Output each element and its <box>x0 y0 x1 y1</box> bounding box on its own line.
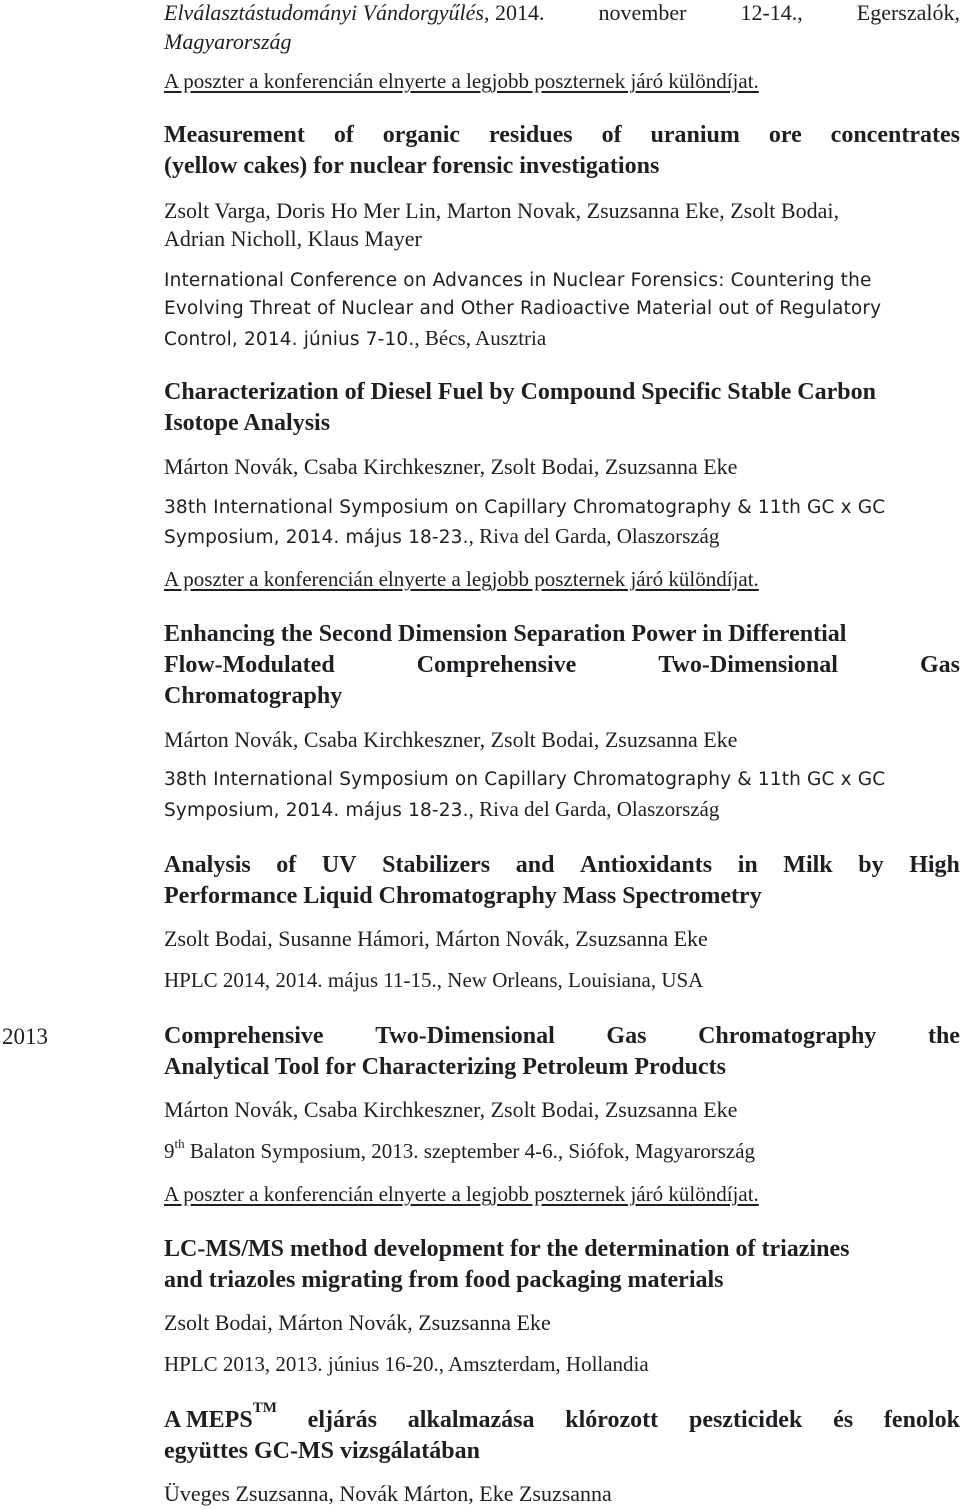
title-word: and <box>515 852 555 878</box>
title-word: fenolok <box>883 1407 960 1433</box>
entry-conference: International Conference on Advances in Nuclear Forensics: Countering the <box>164 270 872 291</box>
title-word: ore <box>768 122 802 148</box>
title-word: eljárás <box>307 1407 377 1433</box>
title-word: Gas <box>606 1023 647 1049</box>
year-label: 2013 <box>2 1024 48 1049</box>
entry-authors: Márton Novák, Csaba Kirchkeszner, Zsolt Bodai, Zsuzsanna Eke <box>164 727 738 752</box>
title-word: residues <box>489 122 573 148</box>
entry-title-line: Analytical Tool for Characterizing Petroleum Products <box>164 1054 726 1080</box>
title-word: the <box>927 1023 960 1049</box>
award-note: A poszter a konferencián elnyerte a legjobb poszternek járó különdíjat. <box>164 567 759 591</box>
event-word: Elválasztástudományi Vándorgyűlés, 2014. <box>164 0 545 25</box>
event-line-2: Magyarország <box>164 29 292 54</box>
entry-title-line: Performance Liquid Chromatography Mass Spectrometry <box>164 883 762 909</box>
title-word: by <box>858 852 884 878</box>
title-word: UV <box>321 852 357 878</box>
entry-title-line: (yellow cakes) for nuclear forensic investigations <box>164 153 660 179</box>
award-note: A poszter a konferencián elnyerte a legjobb poszternek járó különdíjat. <box>164 1182 759 1206</box>
title-word: High <box>909 852 960 878</box>
title-word: Chromatography <box>698 1023 877 1049</box>
title-word: Stabilizers <box>382 852 491 878</box>
title-word: Gas <box>919 652 960 678</box>
entry-title-line <box>164 1023 960 1050</box>
entry-conference: 38th International Symposium on Capillary Chromatography & 11th GC x GC <box>164 497 886 518</box>
event-word: november <box>598 0 687 25</box>
title-word: of <box>333 122 354 148</box>
title-word: Comprehensive <box>416 652 577 678</box>
title-word: A MEPS™ <box>164 1400 277 1433</box>
entry-title-line: Chromatography <box>164 683 343 709</box>
entry-title-line: együttes GC-MS vizsgálatában <box>164 1438 480 1464</box>
entry-authors: Márton Novák, Csaba Kirchkeszner, Zsolt Bodai, Zsuzsanna Eke <box>164 1097 738 1122</box>
entry-title-line <box>164 652 960 679</box>
title-word: Two-Dimensional <box>658 652 838 678</box>
event-word: Egerszalók, <box>856 0 960 25</box>
title-word: és <box>833 1407 854 1433</box>
event-word: 12-14., <box>740 0 803 25</box>
entry-authors: Márton Novák, Csaba Kirchkeszner, Zsolt Bodai, Zsuzsanna Eke <box>164 454 738 479</box>
title-word: Flow-Modulated <box>164 652 335 678</box>
title-word: of <box>276 852 297 878</box>
title-word: alkalmazása <box>407 1407 535 1433</box>
title-word: klórozott <box>565 1407 659 1433</box>
title-word: Analysis <box>164 852 251 878</box>
title-word: in <box>737 852 758 878</box>
entry-authors: Zsolt Varga, Doris Ho Mer Lin, Marton Novak, Zsuzsanna Eke, Zsolt Bodai, <box>164 198 839 223</box>
title-word: Two-Dimensional <box>375 1023 555 1049</box>
entry-title-line <box>164 122 960 149</box>
award-note: A poszter a konferencián elnyerte a legjobb poszternek járó különdíjat. <box>164 69 759 93</box>
entry-conference: HPLC 2014, 2014. május 11-15., New Orleans, Louisiana, USA <box>164 968 704 992</box>
entry-title-line: Isotope Analysis <box>164 410 331 436</box>
entry-title-line <box>164 1400 960 1434</box>
entry-authors: Zsolt Bodai, Márton Novák, Zsuzsanna Eke <box>164 1310 551 1335</box>
entry-title-line: Enhancing the Second Dimension Separation Power in Differential <box>164 621 847 647</box>
entry-title-line <box>164 852 960 879</box>
entry-authors: Adrian Nicholl, Klaus Mayer <box>164 226 422 251</box>
title-word: Milk <box>783 852 833 878</box>
event-line-1 <box>164 0 960 26</box>
entry-conference: Symposium, 2014. május 18-23., Riva del Garda, Olaszország <box>164 524 720 548</box>
title-word: Comprehensive <box>164 1023 324 1049</box>
entry-conference: Evolving Threat of Nuclear and Other Radioactive Material out of Regulatory <box>164 298 882 319</box>
entry-conference: Control, 2014. június 7-10., Bécs, Ausztria <box>164 326 547 350</box>
entry-conference: HPLC 2013, 2013. június 16-20., Amszterdam, Hollandia <box>164 1352 649 1376</box>
entry-authors: Zsolt Bodai, Susanne Hámori, Márton Novák, Zsuzsanna Eke <box>164 926 708 951</box>
entry-conference: 9th Balaton Symposium, 2013. szeptember 4-6., Siófok, Magyarország <box>164 1136 756 1163</box>
entry-conference: Symposium, 2014. május 18-23., Riva del Garda, Olaszország <box>164 797 720 821</box>
title-word: uranium <box>650 122 740 148</box>
title-word: concentrates <box>830 122 960 148</box>
title-word: Measurement <box>164 122 305 148</box>
entry-conference: 38th International Symposium on Capillary Chromatography & 11th GC x GC <box>164 769 886 790</box>
title-word: Antioxidants <box>580 852 713 878</box>
entry-title-line: and triazoles migrating from food packaging materials <box>164 1267 724 1293</box>
entry-title-line: Characterization of Diesel Fuel by Compound Specific Stable Carbon <box>164 379 876 405</box>
entry-authors: Üveges Zsuzsanna, Novák Márton, Eke Zsuzsanna <box>164 1481 612 1506</box>
entry-title-line: LC-MS/MS method development for the determination of triazines <box>164 1236 850 1262</box>
title-word: organic <box>382 122 461 148</box>
title-word: of <box>601 122 622 148</box>
title-word: peszticidek <box>688 1407 803 1433</box>
